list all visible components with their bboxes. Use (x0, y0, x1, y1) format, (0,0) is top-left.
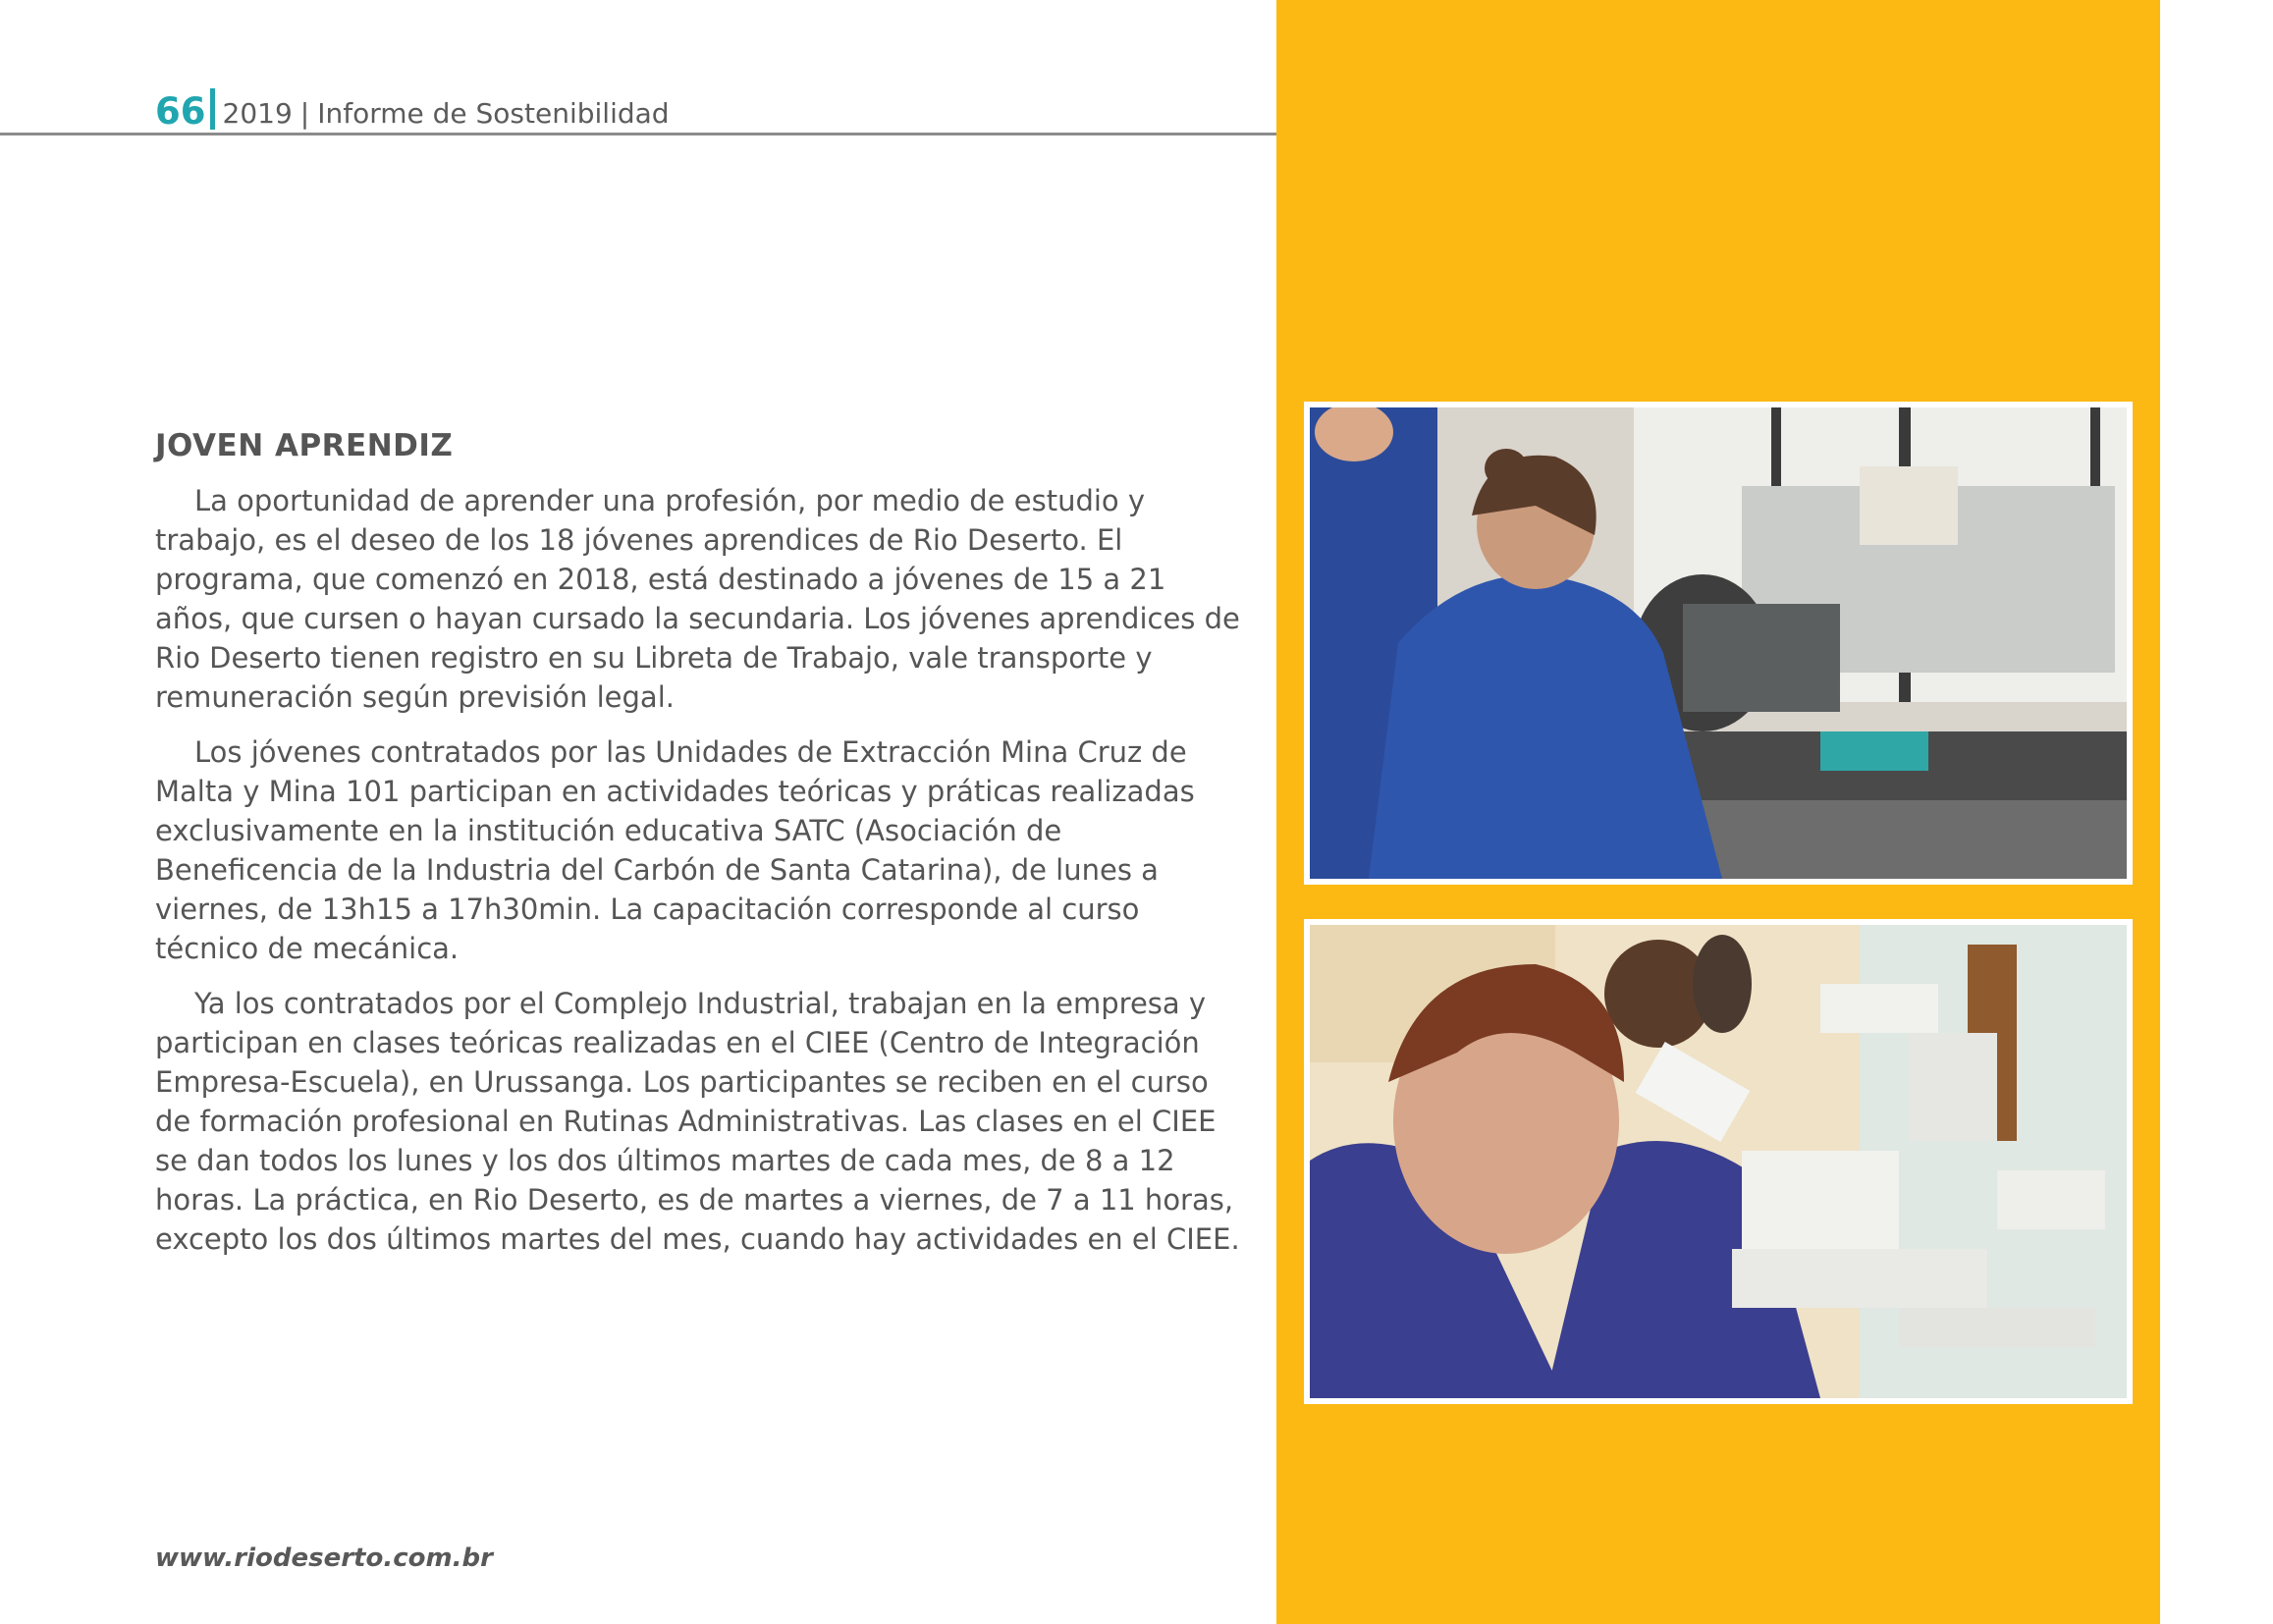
report-title: Informe de Sostenibilidad (317, 97, 670, 130)
page-number-bar (210, 88, 215, 130)
paragraph-1: La oportunidad de aprender una profesión, por medio de estudio y trabajo, es el deseo de los 18 jóvenes aprendices de Rio Deserto. El programa, que comenzó en 2018, está destinado a jóvenes de 15 a 21 años, que cursen o hayan cursado la secundaria. Los jóvenes aprendices de Rio Deserto tienen registro en su Libreta de Trabajo, vale transporte y remuneración según previsión legal. (155, 484, 1240, 714)
header-separator: | (299, 97, 310, 130)
photo-lathe-students (1304, 402, 2133, 885)
report-year: 2019 (222, 97, 293, 130)
paragraph-3: Ya los contratados por el Complejo Industrial, trabajan en la empresa y participan en clases teóricas realizadas en el CIEE (Centro de Integración Empresa-Escuela), en Urussanga. Los participantes se reciben en el curso de formación profesional en Rutinas Administrativas. Las clases en el CIEE se dan todos los lunes y los dos últimos martes de cada mes, de 8 a 12 horas. La práctica, en Rio Deserto, es de martes a viernes, de 7 a 11 horas, excepto los dos últimos martes del mes, cuando hay actividades en el CIEE. (155, 987, 1240, 1256)
section-title: JOVEN APRENDIZ (155, 428, 454, 463)
photo-microscope-illustration (1310, 925, 2127, 1398)
paragraph-2: Los jóvenes contratados por las Unidades de Extracción Mina Cruz de Malta y Mina 101 participan en actividades teóricas y práticas realizadas exclusivamente en la institución educativa SATC (Asociación de Beneficencia de la Industria del Carbón de Santa Catarina), de lunes a viernes, de 13h15 a 17h30min. La capacitación corresponde al curso técnico de mecánica. (155, 735, 1195, 965)
page-number: 66 (155, 90, 206, 133)
photo-lathe-illustration (1310, 407, 2127, 879)
photo-microscope-students (1304, 919, 2133, 1404)
main-content (155, 428, 1245, 1274)
header-rule (0, 133, 1276, 135)
page-header (155, 81, 670, 133)
footer-url[interactable]: www.riodeserto.com.br (155, 1543, 493, 1573)
